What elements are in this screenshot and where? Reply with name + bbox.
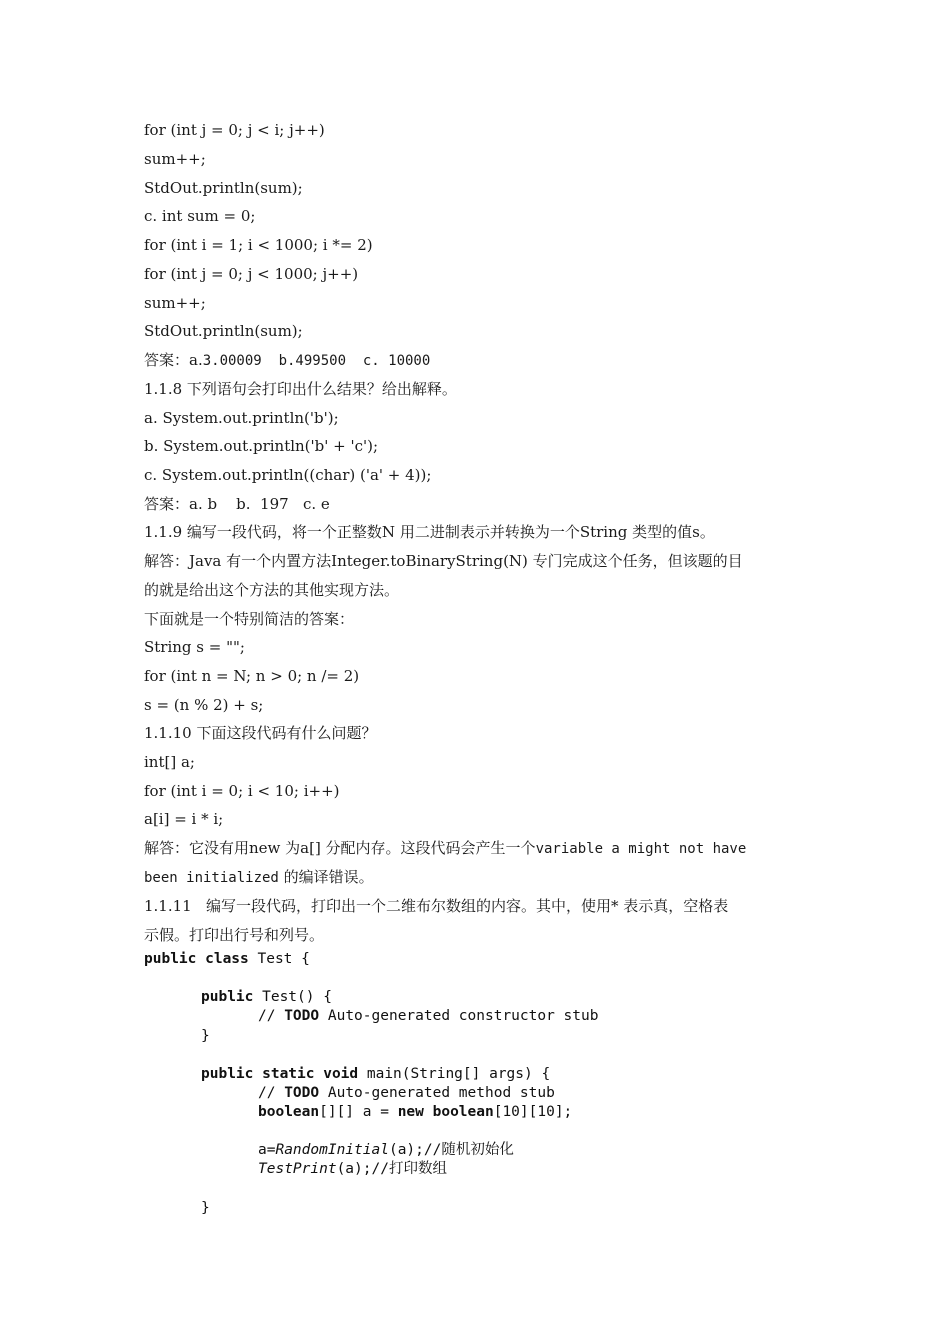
code-array-decl: boolean[][] a = new boolean[10][10]; — [258, 1104, 573, 1120]
answer-1-1-9-intro: 下面就是一个特别简洁的答案： — [144, 610, 355, 628]
answer-prefix: 答案：a. — [144, 351, 203, 369]
code-line: c. int sum = 0; — [144, 207, 256, 225]
error-text: variable a might not have — [535, 841, 747, 857]
question-1-1-11-title-line2: 示假。打印出行号和列号。 — [144, 926, 325, 944]
code-line: for (int j = 0; j < i; j++) — [144, 121, 325, 139]
code-line: String s = ""; — [144, 638, 245, 656]
question-option-b: b. System.out.println('b' + 'c'); — [144, 437, 379, 455]
code-line: sum++; — [144, 294, 206, 312]
code-print: TestPrint(a);//打印数组 — [258, 1161, 447, 1177]
code-line: for (int i = 1; i < 1000; i *= 2) — [144, 236, 373, 254]
question-1-1-11-title-line1: 1.1.11 编写一段代码，打印出一个二维布尔数组的内容。其中，使用* 表示真，空格表 — [144, 897, 729, 915]
answer-1-1-10-line1 — [144, 838, 746, 859]
question-1-1-9-title: 1.1.9 编写一段代码，将一个正整数N 用二进制表示并转换为一个String 类型的值s。 — [144, 523, 715, 541]
answer-values: 3.00009 b.499500 c. 10000 — [202, 353, 431, 369]
answer-1-1-8: 答案：a. b b. 197 c. e — [144, 495, 330, 513]
code-line: StdOut.println(sum); — [144, 179, 303, 197]
question-option-c: c. System.out.println((char) ('a' + 4)); — [144, 466, 432, 484]
answer-1-1-9-line1: 解答：Java 有一个内置方法Integer.toBinaryString(N) 专门完成这个任务，但该题的目 — [144, 552, 743, 570]
answer-1-1-9-line2: 的就是给出这个方法的其他实现方法。 — [144, 581, 400, 599]
code-comment: // TODO Auto-generated method stub — [258, 1085, 555, 1101]
code-constructor-decl: public Test() { — [201, 989, 332, 1005]
code-line: StdOut.println(sum); — [144, 322, 303, 340]
code-class-decl: public class Test { — [144, 951, 310, 967]
question-1-1-8-title: 1.1.8 下列语句会打印出什么结果？给出解释。 — [144, 380, 457, 398]
code-line: for (int i = 0; i < 10; i++) — [144, 782, 340, 800]
question-option-a: a. System.out.println('b'); — [144, 409, 339, 427]
code-line: int[] a; — [144, 753, 195, 771]
error-text: been initialized — [144, 870, 279, 886]
answer-text: 的编译错误。 — [278, 868, 374, 886]
code-line: for (int n = N; n > 0; n /= 2) — [144, 667, 360, 685]
answer-1-1-7 — [144, 350, 430, 371]
answer-text: 解答：它没有用new 为a[] 分配内存。这段代码会产生一个 — [144, 839, 536, 857]
code-line: a[i] = i * i; — [144, 810, 224, 828]
code-line: sum++; — [144, 150, 206, 168]
code-close-brace: } — [201, 1200, 210, 1216]
code-comment: // TODO Auto-generated constructor stub — [258, 1008, 599, 1024]
code-line: s = (n % 2) + s; — [144, 696, 264, 714]
question-1-1-10-title: 1.1.10 下面这段代码有什么问题？ — [144, 724, 377, 742]
code-random-init: a=RandomInitial(a);//随机初始化 — [258, 1142, 514, 1158]
answer-1-1-10-line2 — [144, 867, 374, 888]
code-close-brace: } — [201, 1028, 210, 1044]
code-main-decl: public static void main(String[] args) { — [201, 1066, 551, 1082]
code-line: for (int j = 0; j < 1000; j++) — [144, 265, 359, 283]
